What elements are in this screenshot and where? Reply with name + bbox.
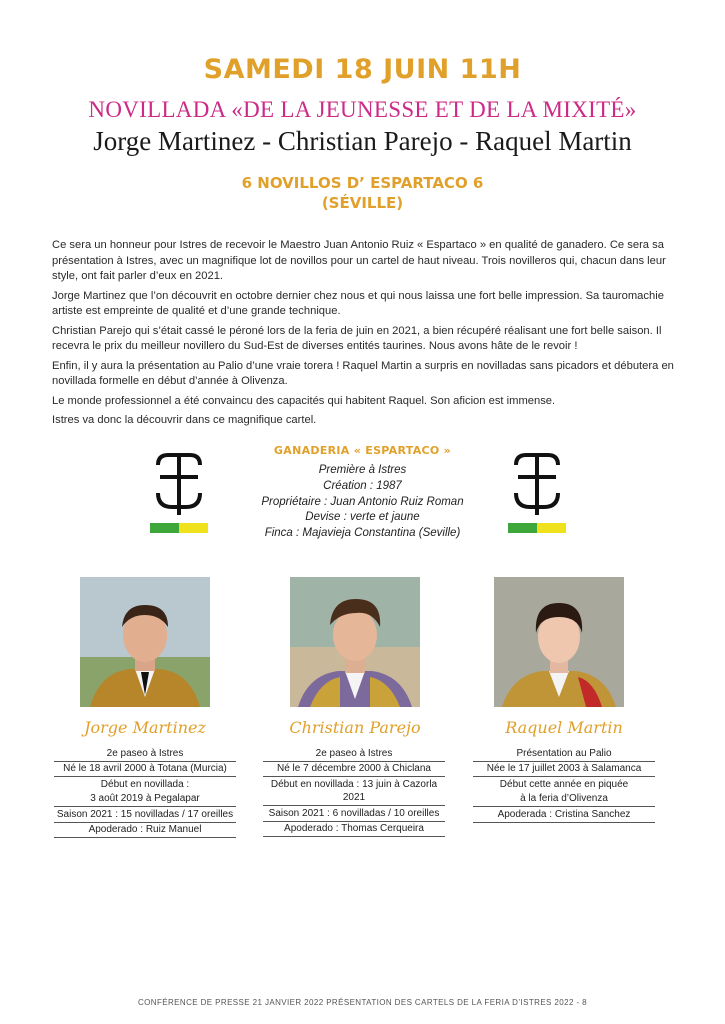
info-row: Saison 2021 : 6 novilladas / 10 oreilles <box>263 806 445 822</box>
paragraph: Le monde professionnel a été convaincu des capacités qui habitent Raquel. Son aficion est immense. <box>52 394 556 407</box>
event-date-heading: SAMEDI 18 JUIN 11H <box>203 54 522 85</box>
torero-info-table <box>473 746 655 823</box>
page-footer: CONFÉRENCE DE PRESSE 21 JANVIER 2022 PRÉSENTATION DES CARTELS DE LA FERIA D’ISTRES 2022 - 8 <box>138 998 587 1007</box>
info-row: 2e paseo à Istres <box>263 746 445 762</box>
ganaderia-title: GANADERIA « ESPARTACO » <box>273 444 452 457</box>
ganaderia-detail: Première à Istres <box>318 464 407 476</box>
torero-info-table <box>263 746 445 837</box>
torero-portrait-raquel-martin <box>494 577 624 707</box>
ganaderia-detail: Devise : verte et jaune <box>305 511 420 524</box>
paragraph: Enfin, il y aura la présentation au Palio d’une vraie torera ! Raquel Martin a surpris en novilladas sans picadors et débutera en novillada formelle en début d’année à Olivenza. <box>52 359 674 387</box>
article-body <box>52 238 674 433</box>
info-row: Saison 2021 : 15 novilladas / 17 oreilles <box>54 807 236 823</box>
info-row: Apoderado : Thomas Cerqueira <box>263 822 445 838</box>
info-row: Début en novillada : 13 juin à Cazorla 2021 <box>263 777 445 806</box>
ganaderia-green-stripe <box>508 523 537 533</box>
paragraph: Istres va donc la découvrir dans ce magnifique cartel. <box>52 414 317 426</box>
bulls-heading <box>0 173 725 213</box>
torero-name: Raquel Martin <box>505 718 623 737</box>
torero-name: Jorge Martinez <box>84 718 206 737</box>
torero-portrait-christian-parejo <box>290 577 420 707</box>
info-row: Présentation au Palio <box>473 746 655 762</box>
info-row: Apoderado : Ruiz Manuel <box>54 823 236 839</box>
paragraph: Ce sera un honneur pour Istres de recevoir le Maestro Juan Antonio Ruiz « Espartaco » en qualité de ganadero. Ce sera sa présentation à Istres, avec un magnifique lot de novillos pour un cartel de haut niveau. Trois novilleros qui, chacun dans leur style, ont fait parler d’eux en 2021. <box>52 239 666 282</box>
info-row: Début en novillada : <box>100 778 190 790</box>
paragraph: Jorge Martinez que l’on découvrit en octobre dernier chez nous et qui nous laissa une fort belle impression. Sa tauromachie artiste est empreinte de qualité et d’une grande technique. <box>52 289 664 317</box>
info-row: Née le 17 juillet 2003 à Salamanca <box>473 762 655 778</box>
event-type-heading: NOVILLADA «DE LA JEUNESSE ET DE LA MIXITÉ» <box>88 97 637 122</box>
info-row: Né le 18 avril 2000 à Totana (Murcia) <box>54 762 236 778</box>
info-row: Né le 7 décembre 2000 à Chiclana <box>263 762 445 778</box>
torero-info-table <box>54 746 236 838</box>
torero-portrait-jorge-martinez <box>80 577 210 707</box>
info-row: 2e paseo à Istres <box>54 746 236 762</box>
info-row: à la feria d’Olivenza <box>473 792 655 808</box>
info-row: 3 août 2019 à Pegalapar <box>54 792 236 808</box>
torero-name: Christian Parejo <box>289 718 421 737</box>
info-row: Apoderada : Cristina Sanchez <box>473 807 655 823</box>
ganaderia-detail: Propriétaire : Juan Antonio Ruiz Roman <box>261 495 464 508</box>
info-row: Début cette année en piquée <box>499 778 629 790</box>
ganaderia-detail: Finca : Majavieja Constantina (Seville) <box>264 527 461 540</box>
paragraph: Christian Parejo qui s’était cassé le péroné lors de la feria de juin en 2021, a bien récupéré réalisant une fort belle saison. Il recevra le prix du meilleur novillero du Sud-Est de diverses entités taurines. Nous avons hâte de le revoir ! <box>52 324 662 352</box>
ganaderia-brand-icon <box>508 451 566 535</box>
bulls-origin: (SÉVILLE) <box>321 194 404 212</box>
bulls-line: 6 NOVILLOS D’ ESPARTACO 6 <box>241 174 484 192</box>
ganaderia-yellow-stripe <box>537 523 566 533</box>
ganaderia-detail: Création : 1987 <box>323 479 402 492</box>
ganaderia-green-stripe <box>150 523 179 533</box>
ganaderia-info <box>200 444 525 542</box>
toreros-names-heading: Jorge Martinez - Christian Parejo - Raquel Martin <box>93 126 632 156</box>
